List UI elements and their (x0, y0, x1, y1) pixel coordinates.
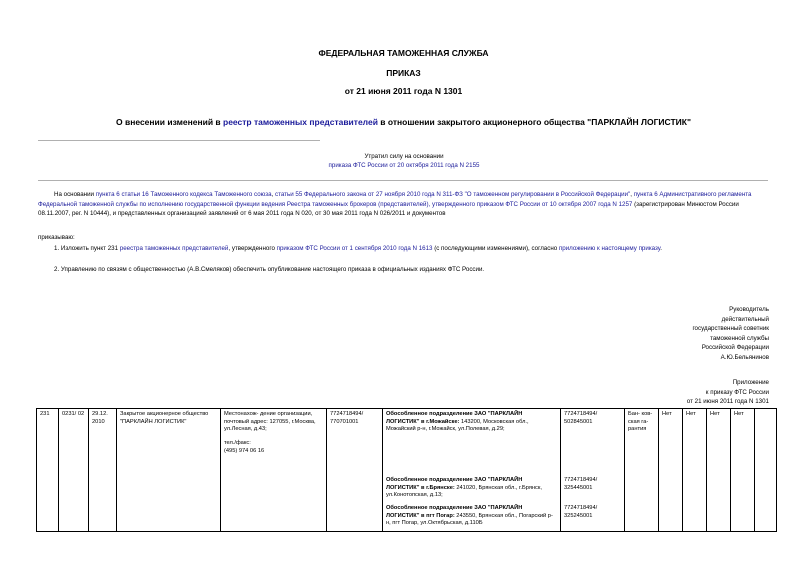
customs-code-link[interactable]: пункта 6 статьи 16 Таможенного кодекса Таможенного союза (95, 191, 272, 198)
appendix-line: от 21 июня 2011 года N 1301 (686, 398, 769, 406)
cell-inn: 7724718494/ 770701001 (327, 409, 383, 532)
registry-link[interactable]: реестра таможенных представителей (119, 245, 229, 252)
subject-suffix: в отношении закрытого акционерного общества "ПАРКЛАЙН ЛОГИСТИК" (377, 117, 691, 127)
branch-address: 243550, Брянская обл., Погарский р-н, пгт Погар, ул.Октябрьская, д.110Б (386, 512, 553, 527)
cell-branch-inn: 7724718494/ 325245001 (561, 503, 625, 532)
cell-guarantee: Бан- ков- ская га- рантия (625, 409, 659, 532)
appendix-line: Приложение (732, 379, 769, 386)
doc-type: ПРИКАЗ (386, 68, 421, 78)
status-line: Утратил силу на основании (364, 153, 444, 160)
agency-title: ФЕДЕРАЛЬНАЯ ТАМОЖЕННАЯ СЛУЖБА (318, 48, 489, 58)
appendix-link[interactable]: приложению к настоящему приказу (558, 245, 661, 252)
registry-table (36, 408, 777, 532)
cell-no: Нет (731, 409, 755, 532)
cell-reg-number: 0231/ 02 (59, 409, 89, 532)
cell-address (221, 409, 327, 532)
address-text: Местонахож- дение организации, почтовый адрес: 127055, г.Москва, ул.Лесная, д.43; (224, 411, 316, 433)
cell-branch (383, 409, 561, 476)
order-item-2: 2. Управлению по связям с общественностью (А.В.Смеляков) обеспечить опубликование настоящего приказа в официальных изданиях ФТС России. (54, 266, 485, 273)
registry-link[interactable]: реестр таможенных представителей (223, 117, 378, 127)
signature-line: А.Ю.Бельянинов (720, 354, 769, 362)
table-row (37, 409, 777, 476)
federal-law-link[interactable]: статьи 55 Федерального закона от 27 ноября 2010 года N 311-ФЗ "О таможенном регулировании в Российской Федерации" (275, 191, 631, 198)
cell-branch (383, 475, 561, 503)
item-text: (с последующими изменениями), согласно (432, 245, 559, 252)
item-text: . (660, 245, 663, 252)
item-text: , утвержденного (228, 245, 277, 252)
cell-number: 231 (37, 409, 59, 532)
phone-label: тел./факс: (224, 440, 251, 447)
signature-line: Российской Федерации (701, 344, 769, 352)
branch-name: Обособленное подразделение ЗАО "ПАРКЛАЙН ЛОГИСТИК" в г.Можайске: (386, 411, 523, 425)
cell-branch-inn: 7724718494/ 502845001 (561, 409, 625, 476)
cell-branch (383, 503, 561, 532)
cell-branch-inn: 7724718494/ 325445001 (561, 475, 625, 503)
branch-address: 241020, Брянская обл., г.Брянск, ул.Конотопская, д.13; (386, 484, 542, 499)
cell-empty (755, 409, 777, 532)
status-note (100, 153, 708, 171)
basis-text: , (630, 191, 634, 198)
subject-prefix: О внесении изменений в (116, 117, 223, 127)
cell-no: Нет (659, 409, 683, 532)
cell-organization: Закрытое акционерное общество "ПАРКЛАЙН ЛОГИСТИК" (117, 409, 221, 532)
repeal-order-link[interactable]: приказа ФТС России от 20 октября 2011 года N 2155 (328, 161, 480, 169)
order-1613-link[interactable]: приказом ФТС России от 1 сентября 2010 года N 1613 (276, 245, 433, 252)
branch-name: Обособленное подразделение ЗАО "ПАРКЛАЙН ЛОГИСТИК" в пгт Погар: (386, 505, 523, 519)
basis-text: , (271, 191, 276, 198)
doc-subject (0, 117, 807, 127)
item-text: 1. Изложить пункт 231 (54, 245, 120, 252)
phone-value: (495) 974 06 16 (224, 447, 265, 454)
cell-no: Нет (683, 409, 707, 532)
cell-date: 29.12. 2010 (89, 409, 117, 532)
cell-no: Нет (707, 409, 731, 532)
signature-block (569, 305, 769, 363)
basis-text: На основании (54, 191, 96, 198)
basis-paragraph (38, 190, 768, 219)
branch-name: Обособленное подразделение ЗАО "ПАРКЛАЙН ЛОГИСТИК" в г.Брянске: (386, 477, 523, 491)
signature-line: действительный (721, 315, 769, 323)
divider (38, 140, 320, 141)
appendix-header (569, 378, 769, 407)
signature-line: таможенной службы (710, 334, 769, 342)
basis-text: (зарегистрирован Минюстом России 08.11.2007, рег. N 10444), и представленных организацией заявлений от 6 мая 2011 года N 020, от 30 мая 2011 года N 026/2011 и документов (38, 200, 739, 218)
order-item-1 (54, 244, 768, 254)
branch-address: 143200, Московская обл., Можайский р-н, г.Можайск, ул.Полевая, д.29; (386, 418, 529, 433)
appendix-line: к приказу ФТС России (705, 388, 769, 396)
order-word: приказываю: (38, 234, 75, 241)
signature-line: Руководитель (729, 306, 769, 313)
admin-regulation-link[interactable]: пункта 6 Административного регламента Федеральной таможенной службы по исполнению государственной функции ведения Реестра таможенных брокеров (представителей), утвержденного приказом ФТС России от 10 октября 2007 года N 1257 (38, 191, 752, 208)
divider (38, 180, 768, 181)
doc-date-number: от 21 июня 2011 года N 1301 (344, 86, 463, 96)
signature-line: государственный советник (692, 325, 769, 333)
